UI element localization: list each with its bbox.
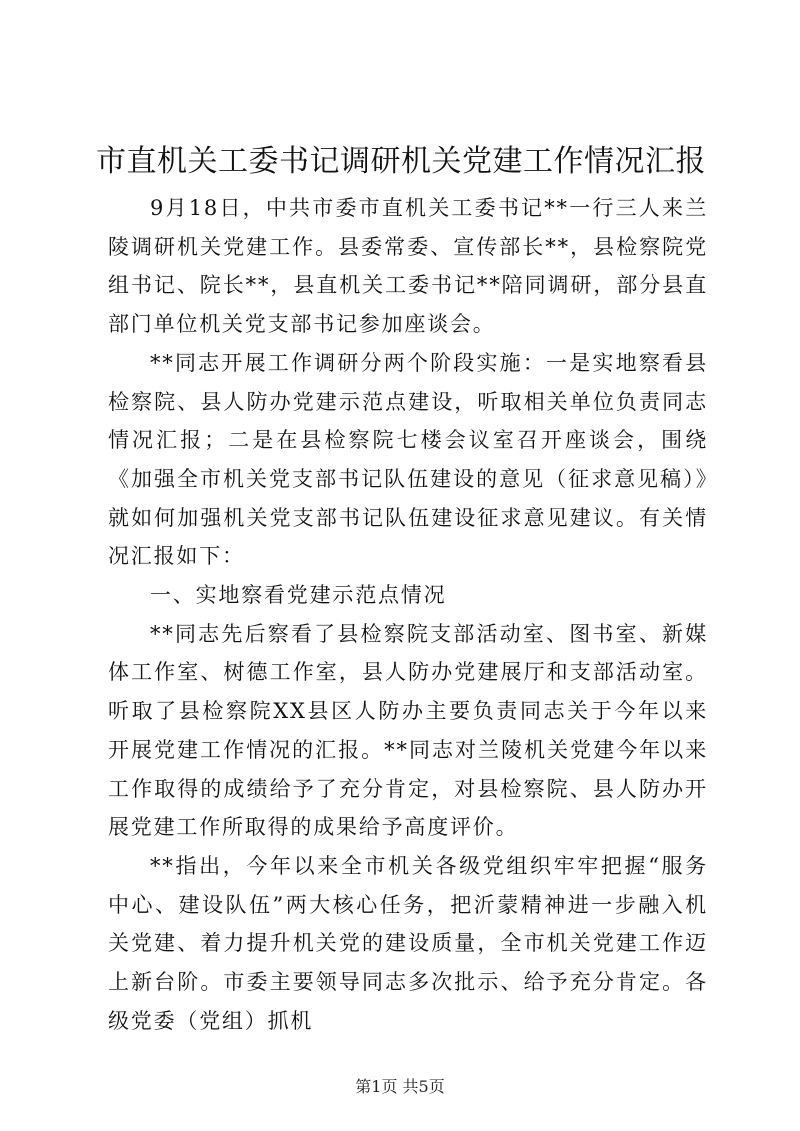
paragraph-stages: **同志开展工作调研分两个阶段实施：一是实地察看县检察院、县人防办党建示范点建设，听取相关单位负责同志情况汇报；二是在县检察院七楼会议室召开座谈会，围绕《加强全市机关党支部书记队伍建设的意见（征求意见稿）》就如何加强机关党支部书记队伍建设征求意见建议。有关情况汇报如下： [108, 350, 708, 569]
paragraph-remarks: **指出，今年以来全市机关各级党组织牢牢把握“服务中心、建设队伍”两大核心任务，把沂蒙精神进一步融入机关党建、着力提升机关党的建设质量，全市机关党建工作迈上新台阶。市委主要领导同志多次批示、给予充分肯定。各级党委（党组）抓机 [108, 853, 708, 1033]
document-title: 市直机关工委书记调研机关党建工作情况汇报 [96, 144, 706, 179]
section-heading-1: 一、实地察看党建示范点情况 [150, 583, 447, 608]
paragraph-inspection: **同志先后察看了县检察院支部活动室、图书室、新媒体工作室、树德工作室，县人防办党建展厅和支部活动室。听取了县检察院XX县区人防办主要负责同志关于今年以来开展党建工作情况的汇报。**同志对兰陵机关党建今年以来工作取得的成绩给予了充分肯定，对县检察院、县人防办开展党建工作所取得的成果给予高度评价。 [108, 621, 708, 840]
page-number-footer: 第1页 共5页 [355, 1077, 445, 1096]
paragraph-intro: 9月18日，中共市委市直机关工委书记**一行三人来兰陵调研机关党建工作。县委常委、宣传部长**，县检察院党组书记、院长**，县直机关工委书记**陪同调研，部分县直部门单位机关党支部书记参加座谈会。 [108, 196, 708, 337]
document-body [108, 189, 708, 1040]
